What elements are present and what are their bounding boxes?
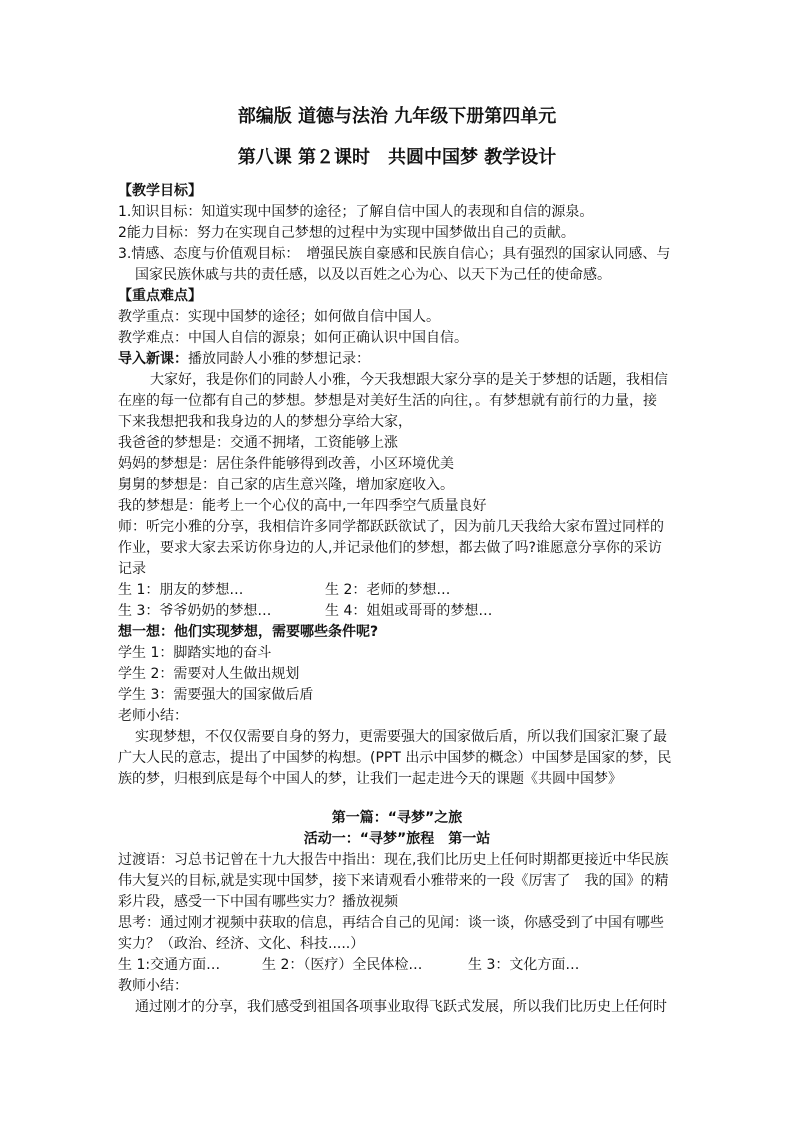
dream-dad: 我爸爸的梦想是：交通不拥堵，工资能够上涨	[118, 435, 398, 451]
intro-label: 导入新课：	[118, 351, 188, 367]
intro-text: 播放同龄人小雅的梦想记录：	[188, 351, 370, 367]
paragraph-line: 在座的每一位都有自己的梦想。梦想是对美好生活的向往，。有梦想就有前行的力量，接	[118, 393, 657, 409]
transition-line: 彩片段，感受一下中国有哪些实力？播放视频	[118, 894, 398, 910]
student-response: 学生 2：需要对人生做出规划	[118, 666, 300, 682]
activity-heading: 活动一：“寻梦”旅程 第一站	[303, 831, 491, 847]
difficult-point: 教学难点：中国人自信的源泉；如何正确认识中国自信。	[118, 330, 468, 346]
goal-knowledge: 1.知识目标：知道实现中国梦的途径；了解自信中国人的表现和自信的源泉。	[118, 204, 594, 220]
teacher-line: 作业，要求大家去采访你身边的人,并记录他们的梦想，都去做了吗?谁愿意分享你的采访	[118, 540, 662, 556]
question-line: 实力？（政治、经济、文化、科技.....）	[118, 936, 365, 952]
student-answer: 生 2：老师的梦想…	[325, 582, 451, 598]
student-answer: 生 1：朋友的梦想…	[118, 582, 244, 598]
teacher-line: 师：听完小雅的分享，我相信许多同学都跃跃欲试了，因为前几天我给大家布置过同样的	[118, 519, 664, 535]
paragraph-line: 实现梦想，不仅仅需要自身的努力，更需要强大的国家做后盾，所以我们国家汇聚了最	[135, 729, 667, 745]
transition-line: 伟大复兴的目标,就是实现中国梦，接下来请观看小雅带来的一段《厉害了 我的国》的精	[118, 873, 669, 889]
teacher-summary-label: 教师小结：	[118, 978, 188, 994]
teacher-summary-label: 老师小结：	[118, 708, 188, 724]
think-heading: 想一想：他们实现梦想，需要哪些条件呢?	[118, 624, 379, 640]
paragraph-line: 广大人民的意志，提出了中国梦的构想。(PPT 出示中国梦的概念）中国梦是国家的梦，民	[118, 750, 672, 766]
transition-line: 过渡语：习总书记曾在十九大报告中指出：现在,我们比历史上任何时期都更接近中华民族	[118, 852, 669, 868]
goal-ability: 2能力目标：努力在实现自己梦想的过程中为实现中国梦做出自己的贡献。	[118, 225, 575, 241]
intro-line	[118, 349, 370, 369]
question-line: 思考：通过刚才视频中获取的信息，再结合自己的见闻：谈一谈，你感受到了中国有哪些	[118, 915, 664, 931]
student-answer: 生 3：文化方面…	[468, 957, 580, 973]
teacher-line: 记录	[118, 561, 146, 577]
student-answer: 生 1:交通方面…	[118, 957, 221, 973]
dream-mom: 妈妈的梦想是：居住条件能够得到改善，小区环境优美	[118, 456, 454, 472]
section-heading-goals: 【教学目标】	[118, 183, 202, 199]
student-answer: 生 3：爷爷奶奶的梦想…	[118, 603, 272, 619]
lesson-title: 第八课 第２课时 共圆中国梦 教学设计	[237, 147, 557, 168]
key-point: 教学重点：实现中国梦的途径；如何做自信中国人。	[118, 309, 440, 325]
dream-mine: 我的梦想是：能考上一个心仪的高中,一年四季空气质量良好	[118, 498, 487, 514]
doc-title: 部编版 道德与法治 九年级下册第四单元	[237, 106, 557, 127]
paragraph-line: 族的梦，归根到底是每个中国人的梦，让我们一起走进今天的课题《共圆中国梦》	[118, 771, 622, 787]
part-heading: 第一篇：“寻梦”之旅	[331, 810, 463, 826]
student-answer: 生 2：（医疗）全民体检…	[262, 957, 423, 973]
section-heading-key-points: 【重点难点】	[118, 288, 202, 304]
student-response: 学生 3：需要强大的国家做后盾	[118, 687, 314, 703]
goal-emotion-line1: 3.情感、态度与价值观目标： 增强民族自豪感和民族自信心；具有强烈的国家认同感、与	[118, 246, 671, 262]
goal-emotion-line2: 国家民族休戚与共的责任感，以及以百姓之心为心、以天下为己任的使命感。	[135, 267, 611, 283]
paragraph-line: 下来我想把我和我身边的人的梦想分享给大家，	[118, 414, 412, 430]
paragraph-line: 通过刚才的分享，我们感受到祖国各项事业取得飞跃式发展，所以我们比历史上任何时	[135, 999, 667, 1015]
paragraph-line: 大家好，我是你们的同龄人小雅，今天我想跟大家分享的是关于梦想的话题，我相信	[150, 372, 668, 388]
dream-uncle: 舅舅的梦想是：自己家的店生意兴隆，增加家庭收入。	[118, 477, 454, 493]
student-answer: 生 4：姐姐或哥哥的梦想…	[325, 603, 493, 619]
student-response: 学生 1：脚踏实地的奋斗	[118, 645, 272, 661]
